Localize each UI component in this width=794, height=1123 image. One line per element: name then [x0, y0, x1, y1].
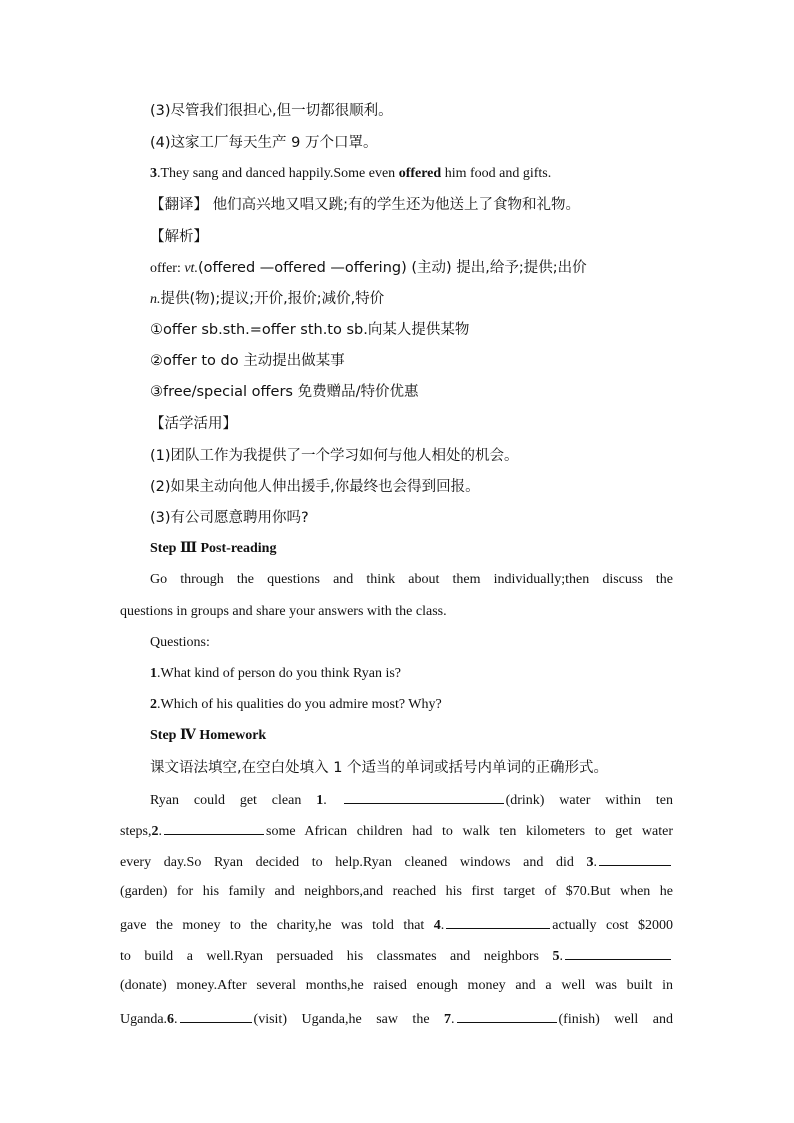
passage-text: some African children had to walk ten kilometers to get water: [266, 824, 673, 839]
part-of-speech: n.: [150, 292, 161, 307]
passage-line-2: steps,2. some African children had to walk ten kilometers to get water: [120, 820, 673, 842]
step-3-heading: Step Ⅲ Post-reading: [150, 541, 277, 556]
passage-text: (visit) Uganda,he saw the: [253, 1012, 445, 1027]
passage-line-6: to build a well.Ryan persuaded his classmates and neighbors 5.: [120, 945, 673, 967]
passage-text: (finish) well and: [558, 1012, 673, 1027]
definition-text: 提供(物);提议;开价,报价;减价,特价: [160, 291, 385, 307]
passage-text: steps,: [120, 824, 152, 839]
question-1: [150, 664, 401, 684]
blank-number: 1: [316, 793, 324, 808]
usage-3: ③free/special offers 免费赠品/特价优惠: [150, 384, 419, 400]
question-text: .Which of his qualities do you admire most? Why?: [157, 697, 442, 712]
passage-line-7: (donate) money.After several months,he raised enough money and a well was built in: [120, 978, 673, 993]
questions-label: Questions:: [150, 635, 210, 650]
passage-line-4: (garden) for his family and neighbors,and reached his first target of $70.But when he: [120, 884, 673, 899]
step-3-intro-line-1: Go through the questions and think about them individually;then discuss the: [150, 572, 673, 587]
translation: 【翻译】 他们高兴地又唱又跳;有的学生还为他送上了食物和礼物。: [150, 197, 580, 213]
passage-text: Uganda.: [120, 1012, 168, 1027]
homework-instruction: 课文语法填空,在空白处填入 1 个适当的单词或括号内单词的正确形式。: [150, 760, 609, 776]
passage-line-8: Uganda.6. (visit) Uganda,he saw the 7. (finish) well and: [120, 1008, 673, 1030]
sentence-text: .They sang and danced happily.Some even: [157, 166, 399, 181]
blank-number: 7: [444, 1012, 452, 1027]
blank-number: 5: [552, 949, 560, 964]
step-3-intro-line-2: questions in groups and share your answers with the class.: [120, 604, 447, 619]
question-number: 2: [150, 697, 157, 712]
passage-line-1: Ryan could get clean 1. (drink) water within ten: [150, 789, 673, 811]
blank-number: 3: [586, 855, 594, 870]
passage-text: Ryan could get clean: [150, 793, 317, 808]
practice-heading: 【活学活用】: [150, 416, 237, 432]
question-number: 1: [150, 666, 157, 681]
sentence-text: him food and gifts.: [441, 166, 552, 181]
keyword: offered: [398, 166, 442, 181]
question-2: [150, 695, 442, 715]
word: offer:: [150, 261, 185, 276]
analysis-heading: 【解析】: [150, 229, 208, 245]
passage-text: gave the money to the charity,he was told that: [120, 918, 434, 933]
passage-text: actually cost $2000: [552, 918, 673, 933]
blank-6[interactable]: [180, 1008, 252, 1023]
item-3-sentence: [150, 164, 551, 184]
usage-1: ①offer sb.sth.=offer sth.to sb.向某人提供某物: [150, 322, 470, 338]
part-of-speech: vt.: [184, 261, 198, 276]
offer-definition: [150, 258, 587, 279]
blank-7[interactable]: [457, 1008, 557, 1023]
blank-2[interactable]: [164, 820, 264, 835]
practice-2: (2)如果主动向他人伸出援手,你最终也会得到回报。: [150, 479, 480, 495]
blank-number: 4: [433, 918, 441, 933]
practice-3: (3)有公司愿意聘用你吗?: [150, 510, 309, 526]
passage-line-3: every day.So Ryan decided to help.Ryan cleaned windows and did 3.: [120, 851, 673, 873]
sentence-4-chinese: (4)这家工厂每天生产 9 万个口罩。: [150, 135, 378, 151]
blank-number: 2: [151, 824, 159, 839]
passage-text: every day.So Ryan decided to help.Ryan cleaned windows and did: [120, 855, 587, 870]
blank-3[interactable]: [599, 851, 671, 866]
definition-text: (offered —offered —offering) (主动) 提出,给予;提供;出价: [197, 260, 587, 276]
offer-noun-definition: [150, 289, 384, 310]
sentence-3-chinese: (3)尽管我们很担心,但一切都很顺利。: [150, 103, 393, 119]
practice-1: (1)团队工作为我提供了一个学习如何与他人相处的机会。: [150, 448, 519, 464]
item-number: 3: [150, 166, 157, 181]
blank-5[interactable]: [565, 945, 671, 960]
blank-number: 6: [167, 1012, 175, 1027]
blank-1[interactable]: [344, 789, 504, 804]
blank-4[interactable]: [446, 914, 550, 929]
passage-text: (drink) water within ten: [505, 793, 674, 808]
passage-line-5: gave the money to the charity,he was told that 4. actually cost $2000: [120, 914, 673, 936]
step-4-heading: Step Ⅳ Homework: [150, 728, 267, 743]
usage-2: ②offer to do 主动提出做某事: [150, 353, 345, 369]
passage-text: to build a well.Ryan persuaded his classmates and neighbors: [120, 949, 553, 964]
question-text: .What kind of person do you think Ryan is?: [157, 666, 402, 681]
